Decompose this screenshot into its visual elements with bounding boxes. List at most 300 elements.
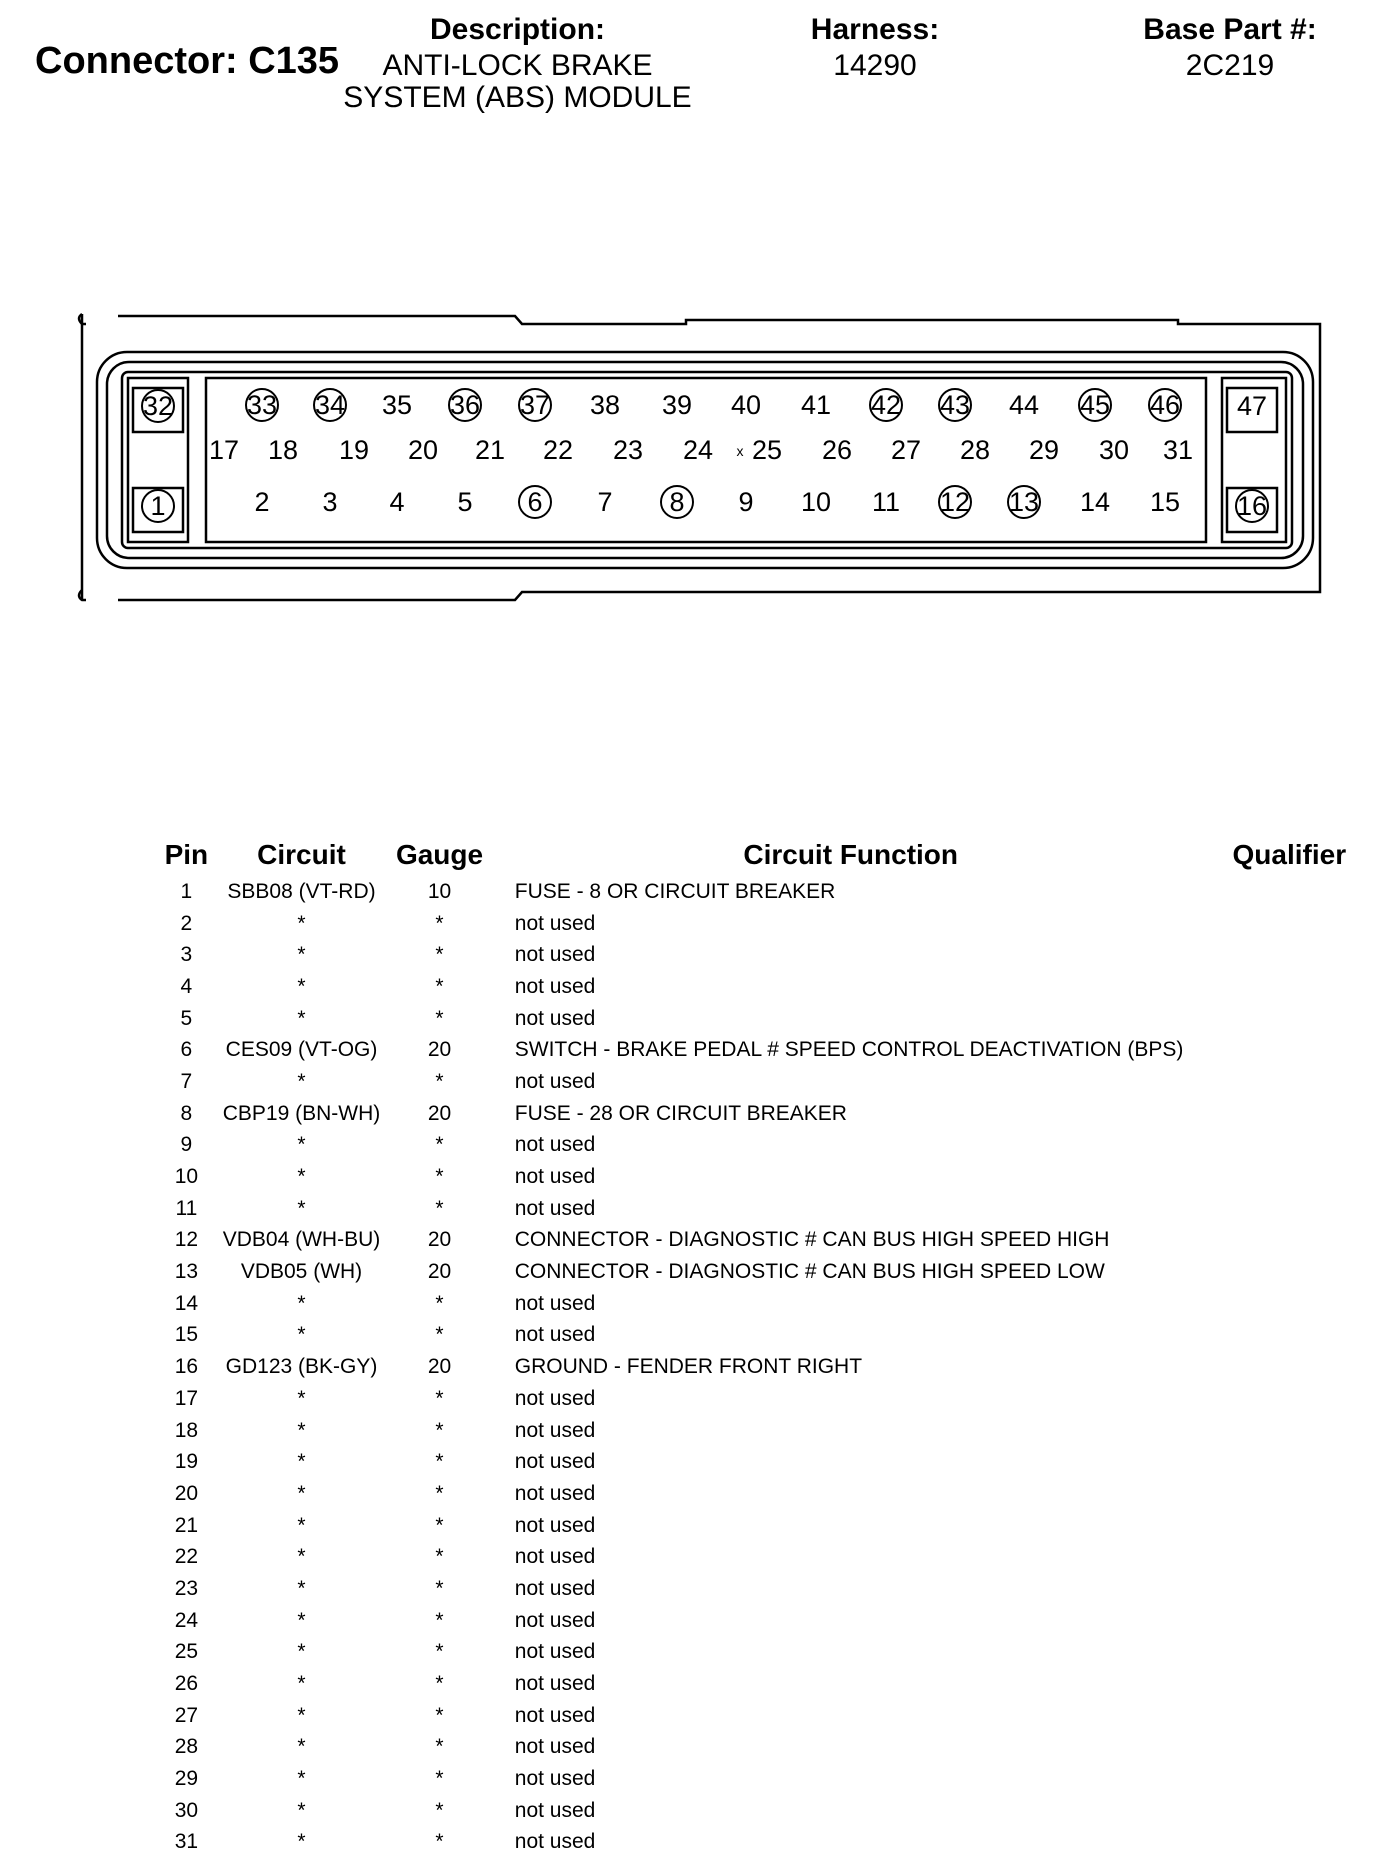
cell-pin: 6 (180, 1038, 193, 1062)
pin-20 (408, 435, 438, 465)
svg-text:29: 29 (1028, 435, 1060, 465)
connector-pins (142, 389, 1268, 522)
svg-text:25: 25 (751, 435, 783, 465)
svg-text:12: 12 (939, 487, 971, 517)
cell-gauge: * (435, 1481, 444, 1505)
cell-gauge: * (435, 911, 444, 935)
pin-39 (662, 390, 692, 420)
cell-circuit: VDB04 (WH-BU) (222, 1228, 381, 1252)
table-row (150, 1098, 1376, 1130)
cell-gauge: 20 (427, 1101, 452, 1125)
pin-2 (254, 487, 269, 517)
cell-circuit: * (297, 1196, 306, 1220)
cell-qualifier (1203, 1130, 1376, 1162)
pin-26 (822, 435, 852, 465)
cell-qualifier (1203, 1446, 1376, 1478)
svg-text:19: 19 (338, 435, 370, 465)
pin-11 (872, 487, 900, 517)
cell-pin: 5 (180, 1006, 193, 1030)
cell-pin: 8 (180, 1101, 193, 1125)
svg-text:44: 44 (1008, 390, 1040, 420)
table-row (150, 1383, 1376, 1415)
pin-4 (389, 487, 404, 517)
cell-gauge: * (435, 1006, 444, 1030)
cell-gauge: * (435, 974, 444, 998)
pinout-table (150, 834, 1376, 1858)
cell-qualifier (1203, 1763, 1376, 1795)
cell-circuit: * (297, 1798, 306, 1822)
svg-text:11: 11 (871, 487, 901, 517)
cell-gauge: * (435, 1703, 444, 1727)
harness-block (770, 14, 980, 82)
svg-text:10: 10 (800, 487, 832, 517)
cell-qualifier (1203, 1478, 1376, 1510)
connector-face-diagram (0, 300, 1376, 620)
cell-function: not used (514, 1830, 596, 1854)
cell-qualifier (1203, 1098, 1376, 1130)
cell-qualifier (1203, 1605, 1376, 1637)
svg-text:7: 7 (597, 487, 613, 517)
pin-19 (339, 435, 369, 465)
svg-text:21: 21 (474, 435, 506, 465)
cell-function: FUSE - 8 OR CIRCUIT BREAKER (514, 879, 836, 903)
cell-gauge: * (435, 1069, 444, 1093)
cell-pin: 30 (174, 1798, 199, 1822)
description-line2: SYSTEM (ABS) MODULE (343, 81, 692, 114)
pin-35 (382, 390, 412, 420)
cell-function: FUSE - 28 OR CIRCUIT BREAKER (514, 1101, 847, 1125)
table-row (150, 1320, 1376, 1352)
cell-pin: 17 (174, 1386, 199, 1410)
table-row (150, 1700, 1376, 1732)
cell-gauge: * (435, 1735, 444, 1759)
cell-circuit: * (297, 1703, 306, 1727)
table-row (150, 939, 1376, 971)
svg-text:39: 39 (661, 390, 693, 420)
pin-23 (613, 435, 643, 465)
svg-text:8: 8 (669, 487, 685, 517)
cell-circuit: * (297, 1830, 306, 1854)
cell-gauge: * (435, 1545, 444, 1569)
pin-14 (1080, 487, 1110, 517)
svg-text:23: 23 (612, 435, 644, 465)
pin-15 (1150, 487, 1180, 517)
pin-34 (314, 389, 346, 421)
cell-function: CONNECTOR - DIAGNOSTIC # CAN BUS HIGH SPEED HIGH (514, 1228, 1110, 1252)
cell-qualifier (1203, 1193, 1376, 1225)
cell-function: not used (514, 1291, 596, 1315)
table-row (150, 1161, 1376, 1193)
svg-text:9: 9 (738, 487, 754, 517)
description-block (330, 14, 705, 114)
cell-function: not used (514, 1069, 596, 1093)
table-row (150, 1795, 1376, 1827)
pin-7 (597, 487, 612, 517)
pin-13 (1008, 486, 1040, 518)
cell-circuit: SBB08 (VT-RD) (227, 879, 376, 903)
cell-pin: 19 (174, 1450, 199, 1474)
cell-circuit: * (297, 1323, 306, 1347)
pin-47 (1237, 391, 1267, 421)
pin-1 (142, 490, 174, 522)
cell-circuit: * (297, 1450, 306, 1474)
cell-pin: 20 (174, 1481, 199, 1505)
cell-function: not used (514, 1133, 596, 1157)
cell-gauge: * (435, 1291, 444, 1315)
cell-pin: 10 (174, 1165, 199, 1189)
svg-text:36: 36 (449, 390, 481, 420)
cell-gauge: * (435, 1672, 444, 1696)
cell-pin: 21 (174, 1513, 199, 1537)
svg-text:14: 14 (1079, 487, 1111, 517)
base-part-value: 2C219 (1185, 49, 1275, 82)
pin-5 (457, 487, 472, 517)
cell-pin: 22 (174, 1545, 199, 1569)
svg-text:43: 43 (939, 390, 971, 420)
col-circuit-header: Circuit (257, 839, 346, 870)
cell-gauge: * (435, 1450, 444, 1474)
harness-value: 14290 (833, 49, 917, 82)
col-pin-header: Pin (164, 839, 209, 870)
cell-pin: 11 (175, 1196, 198, 1220)
cell-pin: 18 (174, 1418, 199, 1442)
svg-text:5: 5 (457, 487, 473, 517)
svg-text:4: 4 (389, 487, 405, 517)
svg-text:22: 22 (542, 435, 574, 465)
svg-text:26: 26 (821, 435, 853, 465)
svg-text:2: 2 (254, 487, 270, 517)
cell-function: GROUND - FENDER FRONT RIGHT (514, 1355, 863, 1379)
cell-function: not used (514, 1608, 596, 1632)
svg-text:20: 20 (407, 435, 439, 465)
table-row (150, 1478, 1376, 1510)
cell-gauge: * (435, 1418, 444, 1442)
cell-qualifier (1203, 1003, 1376, 1035)
svg-text:6: 6 (527, 487, 543, 517)
svg-text:15: 15 (1149, 487, 1181, 517)
table-row (150, 1351, 1376, 1383)
pin-44 (1009, 390, 1039, 420)
table-row (150, 1415, 1376, 1447)
table-row (150, 1541, 1376, 1573)
cell-function: not used (514, 1386, 596, 1410)
table-row (150, 1510, 1376, 1542)
cell-qualifier (1203, 1732, 1376, 1764)
table-row (150, 1668, 1376, 1700)
col-gauge-header: Gauge (395, 839, 484, 870)
base-part-label: Base Part #: (1143, 13, 1317, 46)
svg-text:17: 17 (208, 435, 240, 465)
table-row (150, 1605, 1376, 1637)
cell-qualifier (1203, 1541, 1376, 1573)
pin-30 (1099, 435, 1129, 465)
cell-circuit: * (297, 1165, 306, 1189)
cell-gauge: * (435, 1513, 444, 1537)
table-row (150, 1288, 1376, 1320)
pin-12 (939, 486, 971, 518)
svg-text:45: 45 (1079, 390, 1111, 420)
cell-pin: 25 (174, 1640, 199, 1664)
cell-pin: 31 (174, 1830, 199, 1854)
cell-circuit: GD123 (BK-GY) (225, 1355, 378, 1379)
cell-function: not used (514, 911, 596, 935)
description-line1: ANTI-LOCK BRAKE (382, 49, 653, 82)
svg-text:24: 24 (682, 435, 714, 465)
cell-qualifier (1203, 1034, 1376, 1066)
table-row (150, 1130, 1376, 1162)
cell-qualifier (1203, 1573, 1376, 1605)
svg-text:16: 16 (1236, 491, 1268, 521)
svg-text:3: 3 (322, 487, 338, 517)
cell-circuit: * (297, 1513, 306, 1537)
cell-gauge: * (435, 1608, 444, 1632)
col-qualifier-header: Qualifier (1232, 839, 1347, 870)
cell-function: not used (514, 1513, 596, 1537)
pin-41 (801, 390, 831, 420)
pin-22 (543, 435, 573, 465)
table-row (150, 971, 1376, 1003)
svg-text:42: 42 (870, 390, 902, 420)
pin-8 (661, 486, 693, 518)
svg-text:47: 47 (1236, 391, 1268, 421)
cell-gauge: * (435, 1133, 444, 1157)
cell-qualifier (1203, 1668, 1376, 1700)
pin-27 (891, 435, 921, 465)
svg-text:30: 30 (1098, 435, 1130, 465)
pin-21 (475, 435, 505, 465)
cell-circuit: * (297, 1386, 306, 1410)
cell-circuit: * (297, 1291, 306, 1315)
svg-text:40: 40 (730, 390, 762, 420)
pin-31 (1163, 435, 1193, 465)
table-row (150, 1256, 1376, 1288)
pin-17 (209, 435, 239, 465)
svg-text:27: 27 (890, 435, 922, 465)
svg-text:18: 18 (267, 435, 299, 465)
pin-6 (519, 486, 551, 518)
cell-pin: 12 (174, 1228, 199, 1252)
cell-pin: 29 (174, 1767, 199, 1791)
cell-qualifier (1203, 1351, 1376, 1383)
svg-text:1: 1 (150, 491, 166, 521)
table-row (150, 1446, 1376, 1478)
cell-qualifier (1203, 1827, 1376, 1859)
cell-function: not used (514, 1798, 596, 1822)
cell-function: not used (514, 1703, 596, 1727)
cell-pin: 2 (180, 911, 193, 935)
cell-function: not used (514, 1735, 596, 1759)
harness-label: Harness: (810, 13, 940, 46)
pin-40 (731, 390, 761, 420)
cell-gauge: 10 (427, 879, 452, 903)
cell-circuit: * (297, 1006, 306, 1030)
cell-pin: 1 (180, 879, 193, 903)
col-function-header: Circuit Function (743, 839, 959, 870)
cell-function: not used (514, 943, 596, 967)
cell-function: not used (514, 1418, 596, 1442)
svg-text:31: 31 (1162, 435, 1194, 465)
cell-function: not used (514, 1481, 596, 1505)
cell-pin: 16 (174, 1355, 199, 1379)
cell-gauge: * (435, 1640, 444, 1664)
cell-qualifier (1203, 1256, 1376, 1288)
cell-circuit: * (297, 1545, 306, 1569)
cell-pin: 27 (174, 1703, 199, 1727)
svg-text:41: 41 (800, 390, 832, 420)
cell-circuit: * (297, 1672, 306, 1696)
cell-circuit: * (297, 1418, 306, 1442)
svg-text:33: 33 (246, 390, 278, 420)
description-label: Description: (429, 13, 606, 46)
cell-circuit: VDB05 (WH) (240, 1260, 363, 1284)
cell-function: not used (514, 1165, 596, 1189)
pin-42 (870, 389, 902, 421)
cell-circuit: * (297, 1735, 306, 1759)
svg-text:34: 34 (314, 390, 346, 420)
pin-37 (519, 389, 551, 421)
cell-function: not used (514, 1323, 596, 1347)
cell-pin: 3 (180, 943, 193, 967)
cell-circuit: * (297, 1608, 306, 1632)
cell-function: not used (514, 1196, 596, 1220)
cell-qualifier (1203, 1288, 1376, 1320)
table-row (150, 1573, 1376, 1605)
cell-circuit: * (297, 943, 306, 967)
cell-qualifier (1203, 1383, 1376, 1415)
cell-qualifier (1203, 876, 1376, 908)
table-row (150, 876, 1376, 908)
svg-text:28: 28 (959, 435, 991, 465)
cell-qualifier (1203, 1225, 1376, 1257)
cell-circuit: * (297, 974, 306, 998)
base-part-block (1110, 14, 1350, 82)
svg-text:35: 35 (381, 390, 413, 420)
connector-title: Connector: C135 (35, 40, 340, 82)
cell-pin: 13 (174, 1260, 199, 1284)
cell-circuit: * (297, 1767, 306, 1791)
pin-46 (1149, 389, 1181, 421)
pin-25 (752, 435, 782, 465)
table-row (150, 1225, 1376, 1257)
cell-gauge: 20 (427, 1260, 452, 1284)
cell-gauge: 20 (427, 1228, 452, 1252)
pin-36 (449, 389, 481, 421)
svg-text:38: 38 (589, 390, 621, 420)
cell-pin: 24 (174, 1608, 199, 1632)
cell-qualifier (1203, 939, 1376, 971)
cell-gauge: * (435, 1798, 444, 1822)
cell-qualifier (1203, 1700, 1376, 1732)
cell-pin: 4 (180, 974, 193, 998)
cell-pin: 26 (174, 1672, 199, 1696)
cell-pin: 28 (174, 1735, 199, 1759)
cell-gauge: * (435, 943, 444, 967)
cell-gauge: * (435, 1323, 444, 1347)
cell-circuit: * (297, 1481, 306, 1505)
cell-pin: 15 (174, 1323, 199, 1347)
svg-text:32: 32 (142, 391, 174, 421)
cell-function: SWITCH - BRAKE PEDAL # SPEED CONTROL DEACTIVATION (BPS) (514, 1038, 1184, 1062)
cell-gauge: 20 (427, 1038, 452, 1062)
pin-24 (683, 435, 713, 465)
cell-function: not used (514, 1767, 596, 1791)
cell-qualifier (1203, 971, 1376, 1003)
table-row (150, 1193, 1376, 1225)
cell-qualifier (1203, 1066, 1376, 1098)
cell-gauge: * (435, 1386, 444, 1410)
cell-circuit: CBP19 (BN-WH) (222, 1101, 381, 1125)
cell-pin: 7 (180, 1069, 193, 1093)
cell-gauge: * (435, 1830, 444, 1854)
pin-16 (1236, 490, 1268, 522)
cell-gauge: * (435, 1767, 444, 1791)
table-row (150, 1637, 1376, 1669)
table-header-row (150, 834, 1376, 876)
cell-circuit: * (297, 1576, 306, 1600)
table-row (150, 1732, 1376, 1764)
cell-qualifier (1203, 1795, 1376, 1827)
pin-marker: x (736, 443, 744, 459)
svg-text:46: 46 (1149, 390, 1181, 420)
table-row (150, 1003, 1376, 1035)
pin-38 (590, 390, 620, 420)
cell-circuit: CES09 (VT-OG) (225, 1038, 378, 1062)
pin-32 (142, 390, 174, 422)
cell-function: not used (514, 1640, 596, 1664)
cell-function: not used (514, 1576, 596, 1600)
table-row (150, 1066, 1376, 1098)
cell-circuit: * (297, 1640, 306, 1664)
cell-qualifier (1203, 1161, 1376, 1193)
svg-text:37: 37 (519, 390, 551, 420)
cell-circuit: * (297, 911, 306, 935)
pin-29 (1029, 435, 1059, 465)
svg-text:13: 13 (1008, 487, 1040, 517)
cell-function: not used (514, 1545, 596, 1569)
cell-gauge: * (435, 1196, 444, 1220)
pin-43 (939, 389, 971, 421)
cell-function: not used (514, 1006, 596, 1030)
cell-gauge: * (435, 1165, 444, 1189)
pin-3 (322, 487, 337, 517)
cell-circuit: * (297, 1069, 306, 1093)
cell-qualifier (1203, 1510, 1376, 1542)
table-row (150, 1034, 1376, 1066)
cell-gauge: 20 (427, 1355, 452, 1379)
cell-function: not used (514, 1672, 596, 1696)
table-row (150, 908, 1376, 940)
table-row (150, 1763, 1376, 1795)
cell-pin: 14 (174, 1291, 199, 1315)
pin-9 (738, 487, 753, 517)
cell-function: CONNECTOR - DIAGNOSTIC # CAN BUS HIGH SPEED LOW (514, 1260, 1105, 1284)
cell-function: not used (514, 974, 596, 998)
cell-circuit: * (297, 1133, 306, 1157)
cell-function: not used (514, 1450, 596, 1474)
cell-gauge: * (435, 1576, 444, 1600)
cell-qualifier (1203, 1637, 1376, 1669)
pin-18 (268, 435, 298, 465)
pin-33 (246, 389, 278, 421)
cell-pin: 9 (180, 1133, 193, 1157)
pin-10 (801, 487, 831, 517)
cell-qualifier (1203, 1415, 1376, 1447)
cell-qualifier (1203, 1320, 1376, 1352)
table-row (150, 1827, 1376, 1859)
cell-pin: 23 (174, 1576, 199, 1600)
pin-28 (960, 435, 990, 465)
cell-qualifier (1203, 908, 1376, 940)
